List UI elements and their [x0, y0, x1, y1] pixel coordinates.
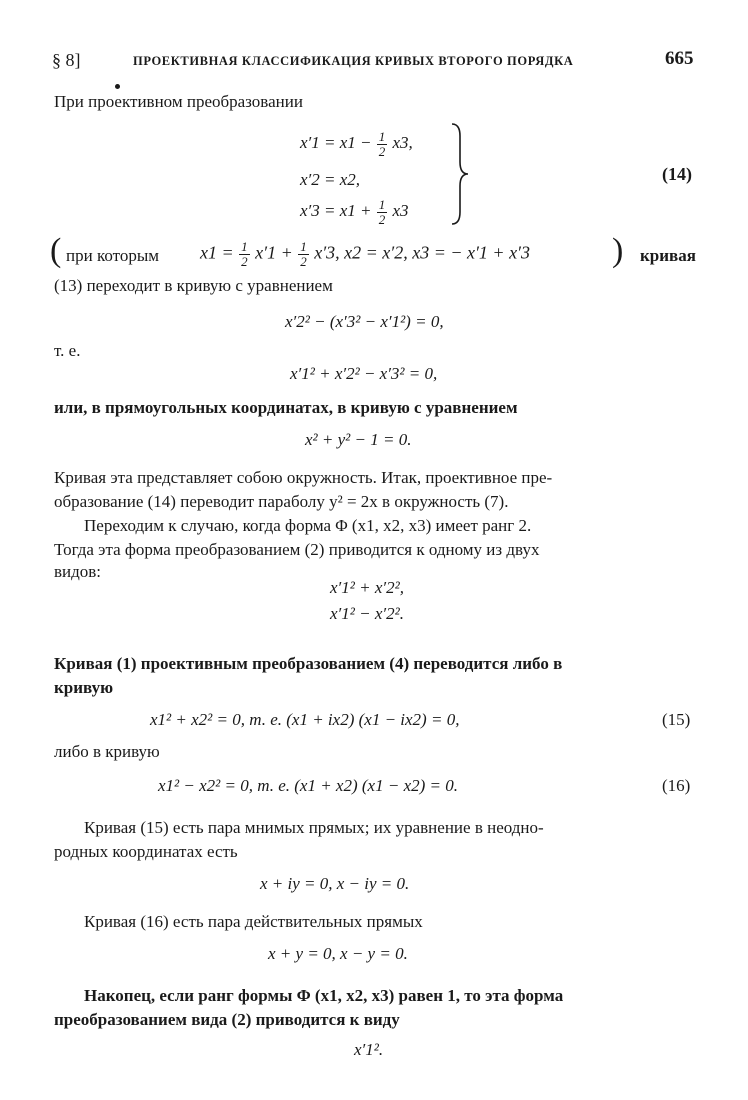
paragraph-line: Накопец, если ранг формы Φ (x1, x2, x3) равен 1, то эта форма [84, 986, 564, 1005]
equation-number-14: (14) [662, 164, 692, 184]
fraction: $\frac{1}{2}$ [241, 239, 248, 269]
paragraph-line: Переходим к случаю, когда форма Φ (x1, x2, x3) имеет ранг 2. [84, 516, 532, 535]
equation-b: x′1² + x′2² − x′3² = 0, [290, 364, 438, 383]
close-paren: ) [612, 232, 624, 269]
text-te: т. е. [54, 341, 81, 360]
equation-d1: x′1² + x′2², [330, 578, 404, 597]
system-brace [448, 122, 472, 226]
equation-16: x1² − x2² = 0, т. е. (x1 + x2) (x1 − x2) = 0. [158, 776, 458, 795]
equation-number-16: (16) [662, 776, 691, 795]
text-line: (13) переходит в кривую с уравнением [54, 276, 333, 295]
paragraph-line: Кривая эта представляет собою окружность. Итак, проективное пре- [54, 468, 553, 487]
text-line: либо в кривую [54, 742, 160, 761]
fraction: $\frac{1}{2}$ [378, 197, 386, 227]
paragraph-line: преобразованием вида (2) приводится к виду [54, 1010, 400, 1029]
paragraph-line: образование (14) переводит параболу y² = 2x в окружность (7). [54, 492, 509, 511]
fraction: $\frac{1}{2}$ [300, 239, 307, 269]
page-number: 665 [665, 48, 694, 69]
paragraph-line: видов: [54, 562, 102, 581]
equation-e: x + iy = 0, x − iy = 0. [260, 874, 410, 893]
equation-d2: x′1² − x′2². [330, 604, 404, 623]
intro-line: При проективном преобразовании [54, 92, 303, 111]
section-marker: § 8] [52, 50, 81, 70]
paragraph-line: Кривая (16) есть пара действительных прямых [84, 912, 423, 931]
inverse-prefix: при которым [66, 246, 160, 265]
ink-speck [115, 84, 120, 89]
equation-g: x′1². [354, 1040, 384, 1059]
paragraph-line: Кривая (1) проективным преобразованием (4) переводится либо в [54, 654, 563, 673]
fraction: $\frac{1}{2}$ [378, 129, 386, 159]
equation-f: x + y = 0, x − y = 0. [268, 944, 408, 963]
running-title: ПРОЕКТИВНАЯ КЛАССИФИКАЦИЯ КРИВЫХ ВТОРОГО ПОРЯДКА [133, 54, 574, 68]
text-line: или, в прямоугольных координатах, в кривую с уравнением [54, 398, 518, 417]
paragraph-line: Кривая (15) есть пара мнимых прямых; их уравнение в неодно- [84, 818, 544, 837]
equation-15: x1² + x2² = 0, т. е. (x1 + ix2) (x1 − ix2) = 0, [150, 710, 460, 729]
system-row-2: x′2 = x2, [300, 170, 361, 189]
paragraph-line: кривую [54, 678, 114, 697]
system-row-3: x′3 = x1 + $\frac{1}{2}$ x3 [300, 197, 409, 227]
equation-number-15: (15) [662, 710, 691, 729]
system-row-1: x′1 = x1 − $\frac{1}{2}$ x3, [300, 129, 413, 159]
paragraph-line: Тогда эта форма преобразованием (2) приводится к одному из двух [54, 540, 540, 559]
equation-c: x² + y² − 1 = 0. [305, 430, 412, 449]
inverse-suffix: кривая [640, 246, 696, 265]
equation-a: x′2² − (x′3² − x′1²) = 0, [285, 312, 444, 331]
paragraph-line: родных координатах есть [54, 842, 238, 861]
inverse-formula: x1 = $\frac{1}{2}$ x′1 + $\frac{1}{2}$ x′3, x2 = x′2, x3 = − x′1 + x′3 [200, 239, 530, 269]
open-paren: ( [50, 232, 62, 269]
